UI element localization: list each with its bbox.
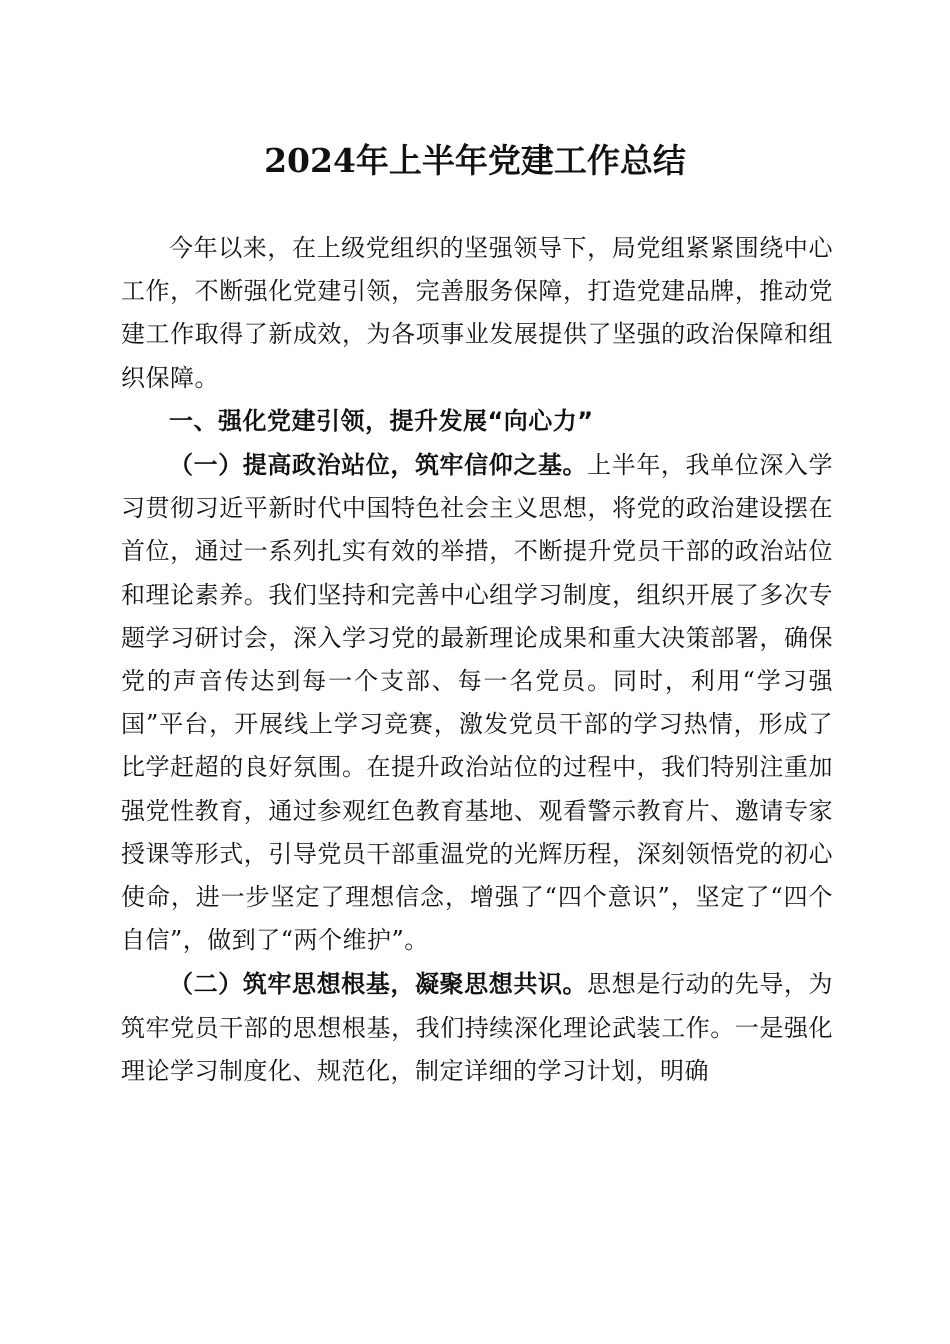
subsection-1-text: 上半年，我单位深入学习贯彻习近平新时代中国特色社会主义思想，将党的政治建设摆在首位，通过一系列扎实有效的举措，不断提升党员干部的政治站位和理论素养。我们坚持和完善中心组学习制度，组织开展了多次专题学习研讨会，深入学习党的最新理论成果和重大决策部署，确保党的声音传达到每一个支部、每一名党员。同时，利用“学习强国”平台，开展线上学习竞赛，激发党员干部的学习热情，形成了比学赶超的良好氛围。在提升政治站位的过程中，我们特别注重加强党性教育，通过参观红色教育基地、观看警示教育片、邀请专家授课等形式，引导党员干部重温党的光辉历程，深刻领悟党的初心使命，进一步坚定了理想信念，增强了“四个意识”，坚定了“四个自信”，做到了“两个维护”。 [121, 451, 834, 955]
subsection-1-lead: （一）提高政治站位，筑牢信仰之基。 [169, 450, 588, 480]
subsection-2-text: 思想是行动的先导，为筑牢党员干部的思想根基，我们持续深化理论武装工作。一是强化理论学习制度化、规范化，制定详细的学习计划，明确 [121, 970, 834, 1085]
section-heading: 一、强化党建引领，提升发展“向心力” [169, 406, 594, 435]
subsection-1-paragraph [121, 443, 833, 962]
intro-paragraph: 今年以来，在上级党组织的坚强领导下，局党组紧紧围绕中心工作，不断强化党建引领，完善服务保障，打造党建品牌，推动党建工作取得了新成效，为各项事业发展提供了坚强的政治保障和组织保障。 [121, 234, 833, 392]
document-body [121, 227, 833, 1093]
document-title: 2024年上半年党建工作总结 [264, 141, 686, 180]
subsection-2-lead: （二）筑牢思想根基，凝聚思想共识。 [169, 969, 588, 999]
subsection-2-paragraph [121, 962, 833, 1093]
